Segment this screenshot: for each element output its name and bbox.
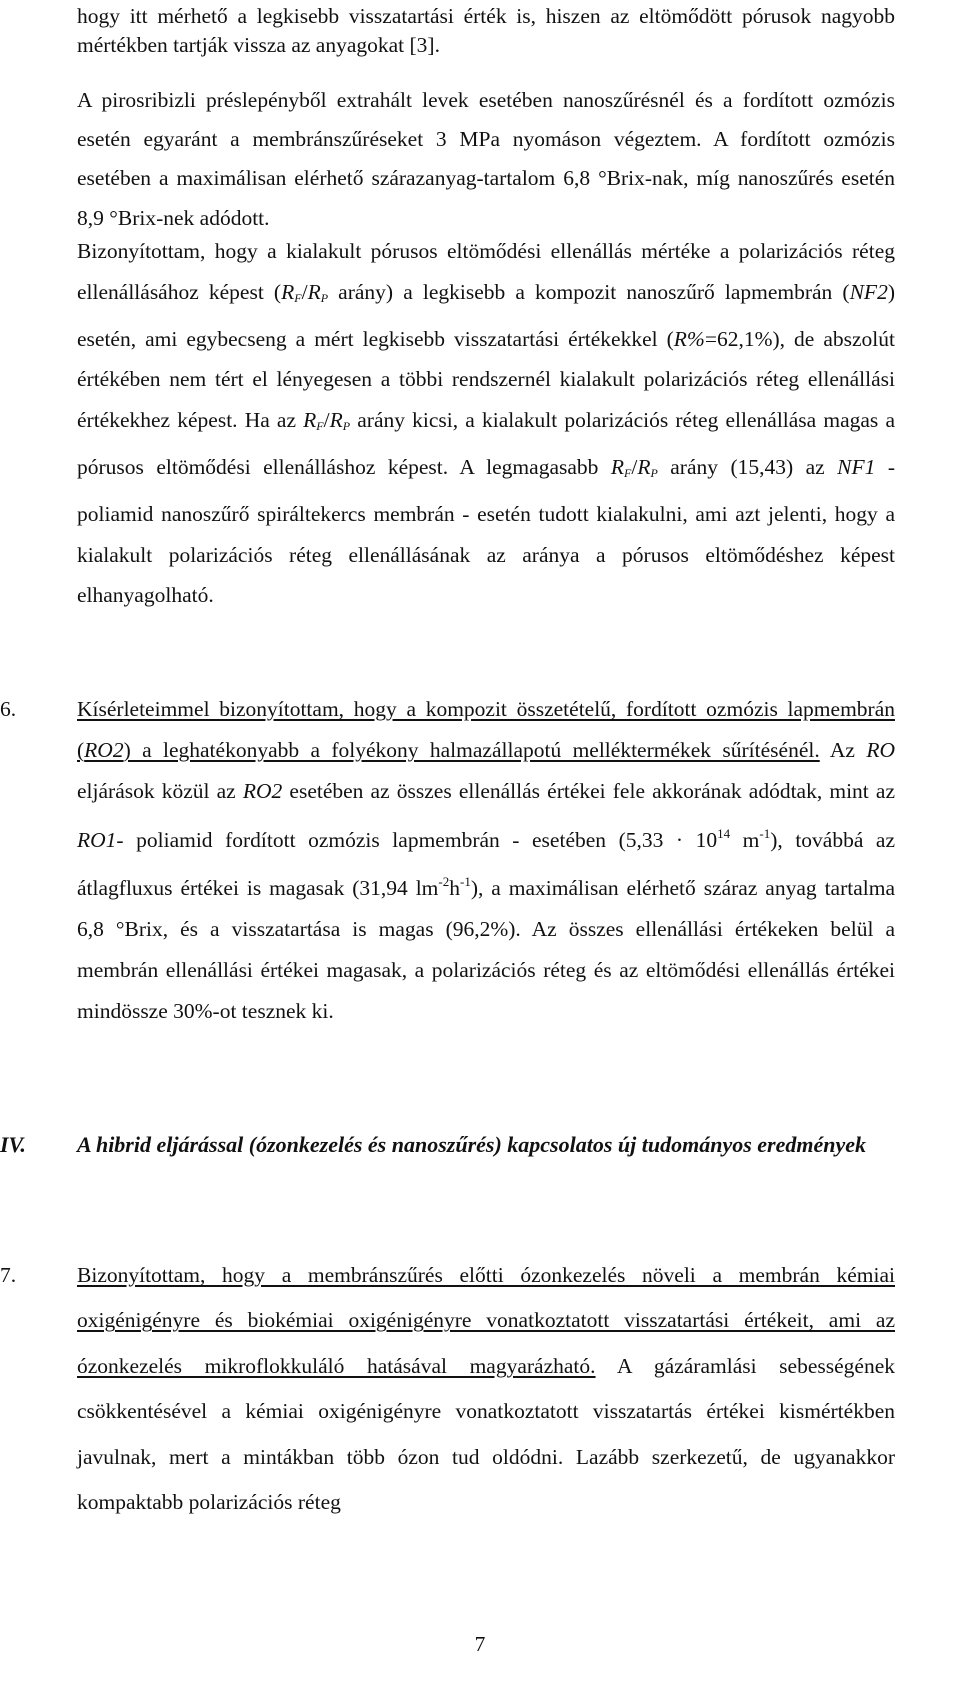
text: m [730,827,760,852]
page-number: 7 [474,1632,486,1656]
text: Az [819,738,867,763]
text: h [449,875,460,900]
membrane-nf2: NF2 [849,279,888,304]
paragraph-continued: hogy itt mérhető a legkisebb visszatartási érték is, hiszen az eltömődött pórusok nagyobb mértékben tartják vissza az anyagokat [3]. [77,4,895,58]
slash: / [631,454,638,479]
exponent: -1 [759,825,771,841]
list-item-6-text [77,689,895,1033]
subscript-f: F [624,465,632,480]
text: A gázáramlási sebességének csökkentésével a kémiai oxigénigényre vonatkoztatott visszatartás értékei kismértékben javulnak, mert a mintákban több ózon tud oldódni. Lazább szerkezetű, de ugyanakkor kompaktabb polarizációs réteg [77,1353,895,1515]
list-item-number: 7. [0,1263,17,1287]
text: ), továbbá az átlagfluxus értékei is magasak (31,94 lm [77,827,896,900]
symbol-r: R [307,279,321,304]
section-title: A hibrid eljárással (ózonkezelés és nanoszűrés) kapcsolatos új tudományos eredmények [77,1132,867,1157]
paragraph-pirosribizli-part2: °Brix-nak, míg nanoszűrés esetén 8,9 °Brix-nek adódott. [77,166,895,230]
exponent: -2 [438,873,450,889]
symbol-r: R [281,279,295,304]
underlined-claim: ) a leghatékonyabb a folyékony halmazállapotú melléktermékek sűrítésénél. [123,738,820,763]
exponent: 14 [717,825,731,841]
subscript-f: F [316,419,324,434]
membrane-ro2: RO2 [84,738,124,763]
list-item-number: 6. [0,697,17,721]
exponent: -1 [460,873,471,889]
paragraph-pirosribizli-part1: A pirosribizli préslepényből extrahált levek esetében nanoszűrésnél és a fordított ozmózis esetén egyaránt a membránszűréseket 3 MPa nyomáson végeztem. A fordított ozmózis esetében a maximálisan elérhető szárazanyag-tartalom 6,8 [77,88,895,191]
text: Bizonyítottam, hogy a kialakult pórusos eltömődési ellenállás mértéke a polarizációs réteg ellenállásához képest ( [77,239,895,304]
section-number: IV. [0,1132,26,1157]
symbol-r: R [610,454,624,479]
paragraph-bizonyitottam [77,231,895,616]
text: ), a maximálisan elérhető száraz anyag tartalma 6,8 °Brix, és a visszatartása is magas (96,2%). Az összes ellenállási értékeken belül a membrán ellenállási értékei magasak, a polarizációs réteg és az eltömődési ellenállás értékei mindössze 30%-ot tesznek ki. [77,875,895,1024]
membrane-ro1: RO1 [77,827,117,852]
paragraph-pirosribizli [77,81,895,238]
symbol-r: R [303,408,317,433]
membrane-ro2: RO2 [242,779,283,804]
text: - poliamid fordított ozmózis lapmembrán - esetében (5,33 · 10 [116,827,718,852]
membrane-nf1: NF1 [837,454,876,479]
slash: / [301,279,308,304]
text: =62,1%), de abszolút értékében nem tért el lényegesen a többi rendszernél kialakult polarizációs réteg ellenállási értékekhez képest. Ha az [77,326,895,433]
text: arány) a legkisebb a kompozit nanoszűrő lapmembrán ( [328,279,850,304]
subscript-p: P [650,465,658,480]
underlined-claim: Kísérleteimmel bizonyítottam, hogy a kompozit összetételű, fordított ozmózis lapmembrán ( [77,697,895,763]
text: - poliamid nanoszűrő spiráltekercs membrán - esetén tudott kialakulni, ami azt jelenti, hogy a kialakult polarizációs réteg ellenállásának az aránya a pórusos eltömődéshez képest elhanyagolható. [77,454,895,608]
text: esetében az összes ellenállás értékei fele akkorának adódtak, mint az [282,779,895,804]
underlined-claim: Bizonyítottam, hogy a membránszűrés előtti ózonkezelés növeli a membrán kémiai oxigénigényre és biokémiai oxigénigényre vonatkoztatott visszatartási értékeit, ami az ózonkezelés mikroflokkuláló hatásával magyarázható. [77,1263,895,1378]
subscript-f: F [294,290,302,305]
list-item-7-text [77,1253,895,1525]
symbol-r: R [329,408,343,433]
text: ) esetén, ami egybecseng a mért legkisebb visszatartási értékekkel ( [77,279,895,351]
text: arány kicsi, a kialakult polarizációs réteg ellenállása magas a pórusos eltömődési ellenálláshoz képest. A legmagasabb [77,408,895,479]
symbol-r: R [637,454,651,479]
symbol-r-percent: R% [673,326,705,351]
text: eljárások közül az [77,779,243,804]
slash: / [323,408,330,433]
subscript-p: P [320,290,329,305]
subscript-p: P [342,419,351,434]
text: arány (15,43) az [657,454,838,479]
section-heading [0,1124,895,1166]
process-ro: RO [866,738,895,763]
